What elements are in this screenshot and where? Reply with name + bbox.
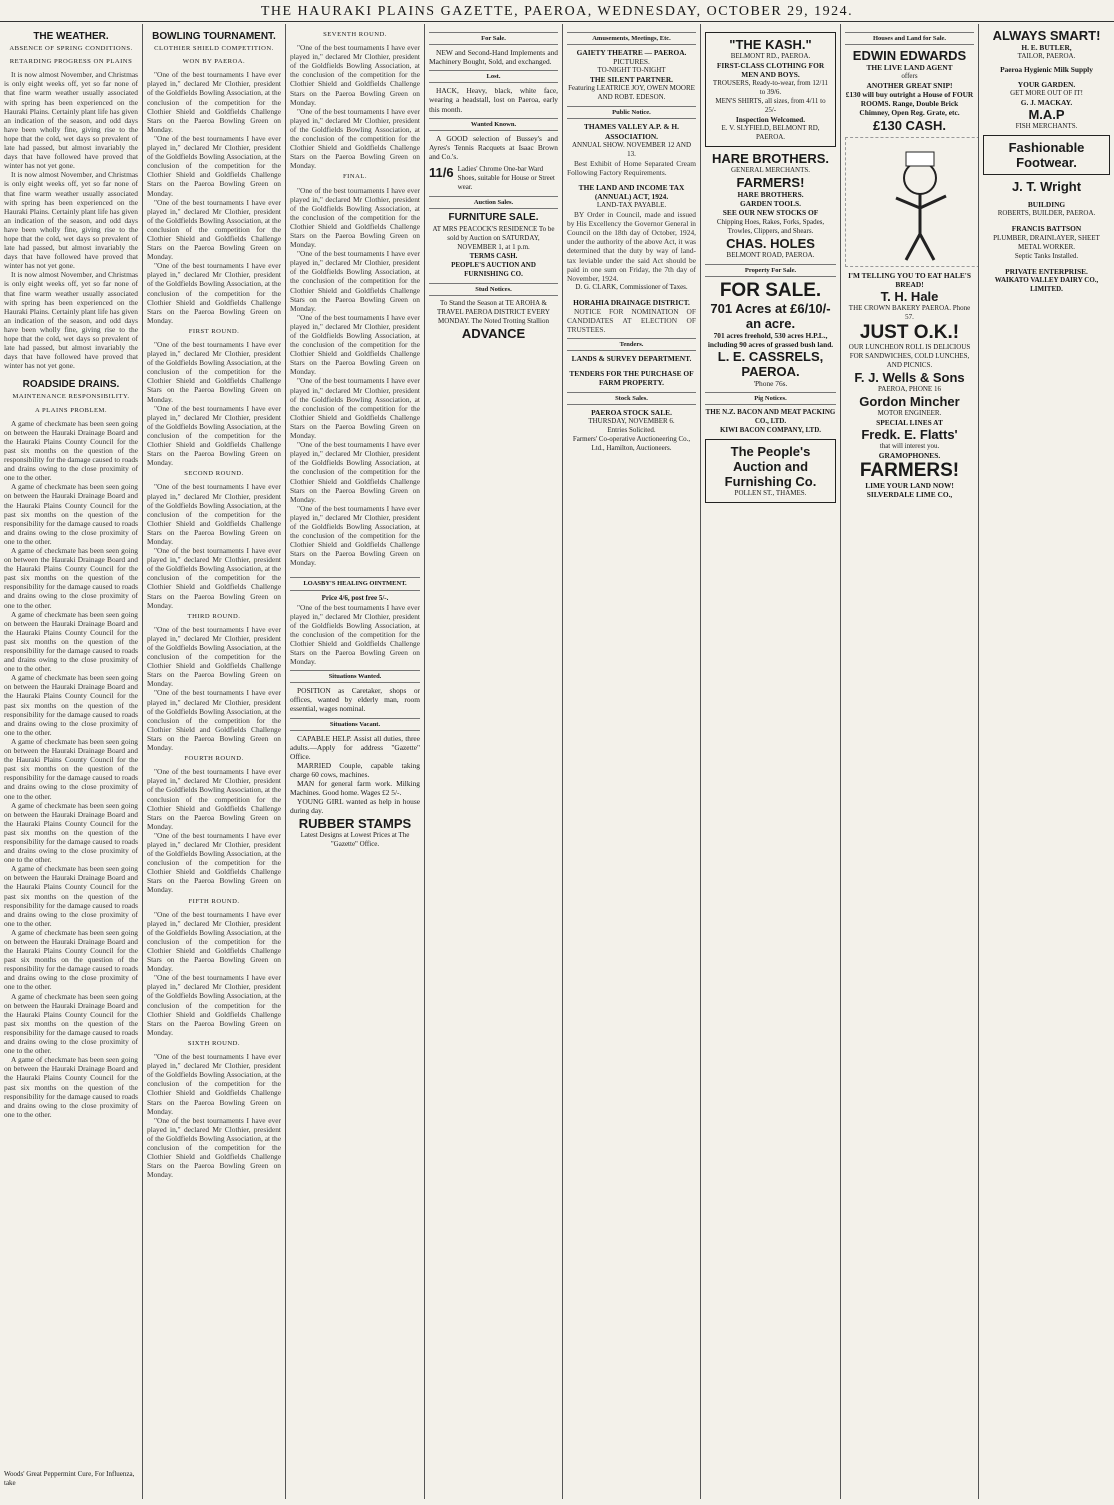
- masthead: THE HAURAKI PLAINS GAZETTE, PAEROA, WEDNESDAY, OCTOBER 29, 1924.: [0, 0, 1114, 22]
- hale-name: T. H. Hale: [880, 288, 939, 304]
- final-body: "One of the best tournaments I have ever played in," declared Mr Clothier, president of the Goldfields Bowling Association, at the conclusion of the competition for the Clothier Shield and Goldfields Challenge Stars on the Paeroa Bowling Green on Monday.: [290, 249, 420, 313]
- farmers-title: FARMERS!: [736, 175, 805, 191]
- stamps-sub: Latest Designs at Lowest Prices at The "Gazette" Office.: [300, 830, 410, 848]
- bowling-body-cont: "One of the best tournaments I have ever played in," declared Mr Clothier, president of the Goldfields Bowling Association, at the conclusion of the competition for the Clothier Shield and Goldfields Challenge Stars on the Paeroa Bowling Green on Monday.: [147, 261, 281, 325]
- kiwi: KIWI BACON COMPANY, LTD.: [719, 426, 822, 435]
- vacant-ad: YOUNG GIRL wanted as help in house during day.: [290, 797, 420, 816]
- drains-subtitle: MAINTENANCE RESPONSIBILITY.: [12, 393, 130, 401]
- battson: FRANCIS BATTSON: [1011, 224, 1082, 234]
- film: THE SILENT PARTNER.: [589, 75, 674, 85]
- round-heading: SECOND ROUND.: [184, 470, 244, 478]
- building: BUILDING: [1027, 200, 1066, 210]
- final-body: "One of the best tournaments I have ever played in," declared Mr Clothier, president of the Goldfields Bowling Association, at the conclusion of the competition for the Clothier Shield and Goldfields Challenge Stars on the Paeroa Bowling Green on Monday.: [290, 440, 420, 504]
- round-body: "One of the best tournaments I have ever played in," declared Mr Clothier, president of the Goldfields Bowling Association, at the conclusion of the competition for the Clothier Shield and Goldfields Challenge Stars on the Paeroa Bowling Green on Monday.: [147, 624, 281, 689]
- phone: 'Phone 76s.: [753, 378, 788, 388]
- round-heading: FIRST ROUND.: [188, 327, 240, 335]
- snip-body: £130 will buy outright a House of FOUR ROOMS. Range, Double Brick Chimney, Open Reg. Grate, etc.: [845, 90, 974, 118]
- drains-body-cont: A game of checkmate has been seen going on between the Hauraki Drainage Board and the Hauraki Plains County Council for the past six months on the question of the responsibility for the damage caused to roads and drains owing to the close proximity of one to the other.: [4, 927, 138, 992]
- round-body: "One of the best tournaments I have ever played in," declared Mr Clothier, president of the Goldfields Bowling Association, at the conclusion of the competition for the Clothier Shield and Goldfields Challenge Stars on the Paeroa Bowling Green on Monday.: [147, 830, 281, 895]
- gramophones: GRAMOPHONES.: [878, 450, 941, 460]
- tailor: TAILOR, PAEROA.: [1017, 52, 1076, 61]
- gordon-sub: MOTOR ENGINEER.: [877, 408, 942, 417]
- forsale-ad: NEW and Second-Hand Implements and Machinery Bought, Sold, and exchanged.: [429, 48, 558, 67]
- drains-body-cont: A game of checkmate has been seen going on between the Hauraki Drainage Board and the Hauraki Plains County Council for the past six months on the question of the responsibility for the damage caused to roads and drains owing to the close proximity of one to the other.: [4, 736, 138, 801]
- round-body: "One of the best tournaments I have ever played in," declared Mr Clothier, president of the Goldfields Bowling Association, at the conclusion of the competition for the Clothier Shield and Goldfields Challenge Stars on the Paeroa Bowling Green on Monday.: [147, 767, 281, 831]
- drains-body-cont: A game of checkmate has been seen going on between the Hauraki Drainage Board and the Hauraki Plains County Council for the past six months on the question of the responsibility for the damage caused to roads and drains owing to the close proximity of one to the other.: [4, 609, 138, 674]
- paeroa-stock: PAEROA STOCK SALE.: [591, 407, 672, 417]
- round-body: "One of the best tournaments I have ever played in," declared Mr Clothier, president of the Goldfields Bowling Association, at the conclusion of the competition for the Clothier Shield and Goldfields Challenge Stars on the Paeroa Bowling Green on Monday.: [290, 43, 420, 107]
- entries: Entries Solicited.: [607, 425, 656, 434]
- signed: D. G. CLARK, Commissioner of Taxes.: [575, 282, 688, 291]
- special: SPECIAL LINES AT: [876, 417, 943, 427]
- peoples-addr: POLLEN ST., THAMES.: [734, 489, 807, 498]
- column-2: [143, 24, 285, 1494]
- vacant-heading: Situations Vacant.: [290, 718, 420, 731]
- bowling-title: BOWLING TOURNAMENT.: [152, 31, 276, 42]
- horahia: HORAHIA DRAINAGE DISTRICT.: [573, 297, 690, 307]
- hare-2: HARE BROTHERS.: [737, 190, 804, 200]
- kash-line: FIRST-CLASS CLOTHING FOR MEN AND BOYS.: [716, 61, 825, 80]
- gordon: Gordon Mincher: [859, 393, 960, 409]
- drains-body-cont: A game of checkmate has been seen going on between the Hauraki Drainage Board and the Hauraki Plains County Council for the past six months on the question of the responsibility for the damage caused to roads and drains owing to the close proximity of one to the other.: [4, 545, 138, 610]
- price: £130 CASH.: [873, 117, 946, 133]
- peoples-name: The People's Auction and Furnishing Co.: [724, 444, 817, 490]
- map-sub: FISH MERCHANTS.: [1015, 122, 1078, 131]
- weather-body-cont: It is now almost November, and Christmas is only eight weeks off, yet so far none of that fine warm weather usually associated with spring has been experienced on the Hauraki Plains. Certainly plant life has given an indication of the season, and odd days have been wholly fine, giving rise to the hope that the cold, wet days so prevalent of late had passed, but almost invariably the days that have followed have proved that winter has not yet gone.: [4, 170, 138, 271]
- bowling-body: "One of the best tournaments I have ever played in," declared Mr Clothier, president of the Goldfields Bowling Association, at the conclusion of the competition for the Clothier Shield and Goldfields Challenge Stars on the Paeroa Bowling Green on Monday.: [147, 70, 281, 134]
- tonight: TO-NIGHT TO-NIGHT: [597, 66, 666, 75]
- trousers: TROUSERS, Ready-to-wear, from 12/11 to 39/6.: [712, 79, 829, 97]
- stock-heading: Stock Sales.: [567, 392, 696, 405]
- farmers-coop: Farmers' Co-operative Auctioneering Co., Ltd., Hamilton, Auctioneers.: [572, 434, 691, 452]
- ointment-title: LOASBY'S HEALING OINTMENT.: [290, 577, 420, 590]
- kash-ad: [705, 32, 836, 147]
- amusements-heading: Amusements, Meetings, Etc.: [567, 32, 696, 45]
- stamps-title: RUBBER STAMPS: [298, 815, 412, 831]
- furniture-body: AT MRS PEACOCK'S RESIDENCE To be sold by Auction on SATURDAY, NOVEMBER 1, at 1 p.m.: [432, 225, 555, 252]
- wanted-heading: Situations Wanted.: [290, 670, 420, 683]
- round-body: "One of the best tournaments I have ever played in," declared Mr Clothier, president of the Goldfields Bowling Association, at the conclusion of the competition for the Clothier Shield and Goldfields Challenge Stars on the Paeroa Bowling Green on Monday.: [147, 688, 281, 753]
- pig-heading: Pig Notices.: [705, 392, 836, 405]
- lunch: OUR LUNCHEON ROLL IS DELICIOUS FOR SANDWICHES, COLD LUNCHES, AND PICNICS.: [848, 342, 971, 369]
- round-body: "One of the best tournaments I have ever played in," declared Mr Clothier, president of the Goldfields Bowling Association, at the conclusion of the competition for the Clothier Shield and Goldfields Challenge Stars on the Paeroa Bowling Green on Monday.: [147, 1052, 281, 1116]
- ointment-body: "One of the best tournaments I have ever played in," declared Mr Clothier, president of the Goldfields Bowling Association, at the conclusion of the competition for the Clothier Shield and Goldfields Challenge Stars on the Paeroa Bowling Green on Monday.: [290, 602, 420, 667]
- live-agent: THE LIVE LAND AGENT: [866, 63, 953, 73]
- stud-body: To Stand the Season at TE AROHA & TRAVEL PAEROA DISTRICT EVERY MONDAY. The Noted Trotting Stallion: [437, 299, 550, 326]
- milk-supply: Paeroa Hygienic Milk Supply: [1000, 65, 1093, 75]
- round-body: "One of the best tournaments I have ever played in," declared Mr Clothier, president of the Goldfields Bowling Association, at the conclusion of the competition for the Clothier Shield and Goldfields Challenge Stars on the Paeroa Bowling Green on Monday.: [147, 546, 281, 610]
- drains-body-cont: A game of checkmate has been seen going on between the Hauraki Drainage Board and the Hauraki Plains County Council for the past six months on the question of the responsibility for the damage caused to roads and drains owing to the close proximity of one to the other.: [4, 800, 138, 865]
- hare-sub: GENERAL MERCHANTS.: [730, 166, 811, 175]
- land-tax-body: BY Order in Council, made and issued by His Excellency the Governor General in Council on the 18th day of October, 1924, under the authority of the above Act, it was determined that the duty by way of land-tax leviable under the said Act should be paid in one sum on Friday, the 7th day of November, 1924.: [567, 210, 696, 283]
- bowling-sub: CLOTHIER SHIELD COMPETITION.: [154, 45, 274, 53]
- just-ok: JUST O.K.!: [859, 321, 960, 343]
- round-body: "One of the best tournaments I have ever played in," declared Mr Clothier, president of the Goldfields Bowling Association, at the conclusion of the competition for the Clothier Shield and Goldfields Challenge Stars on the Paeroa Bowling Green on Monday.: [147, 1115, 281, 1180]
- holes-addr: BELMONT ROAD, PAEROA.: [726, 250, 815, 259]
- stock-date: THURSDAY, NOVEMBER 6.: [588, 416, 675, 425]
- advance-name: ADVANCE: [461, 326, 526, 342]
- round-heading: SEVENTH ROUND.: [323, 31, 387, 38]
- baker-illustration: [845, 137, 978, 267]
- shoes-price: 11/6: [429, 165, 454, 181]
- farmers-big: FARMERS!: [859, 459, 960, 481]
- lost-ad: HACK, Heavy, black, white face, wearing a headstall, lost on Paeroa, early this month.: [429, 86, 558, 114]
- always-smart: ALWAYS SMART!: [992, 28, 1101, 43]
- for-sale: FOR SALE.: [719, 279, 822, 301]
- column-7: [841, 24, 978, 1494]
- column-3: [286, 24, 424, 1494]
- garden-sub: GET MORE OUT OF IT!: [1010, 89, 1083, 98]
- thames-assoc: THAMES VALLEY A.P. & H. ASSOCIATION.: [583, 122, 680, 141]
- gaiety: GAIETY THEATRE — PAEROA.: [576, 48, 687, 58]
- lands: LANDS & SURVEY DEPARTMENT.: [571, 354, 692, 364]
- wells: F. J. Wells & Sons: [854, 369, 965, 385]
- edwards: EDWIN EDWARDS: [852, 48, 967, 64]
- pictures: PICTURES.: [613, 57, 650, 67]
- round-heading: THIRD ROUND.: [187, 612, 241, 620]
- lime: LIME YOUR LAND NOW!: [865, 480, 954, 490]
- mackay: G. J. MACKAY.: [1020, 98, 1073, 108]
- drains-body-cont: A game of checkmate has been seen going on between the Hauraki Drainage Board and the Hauraki Plains County Council for the past six months on the question of the responsibility for the damage caused to roads and drains owing to the close proximity of one to the other.: [4, 673, 138, 737]
- round-heading: SIXTH ROUND.: [187, 1039, 241, 1047]
- septic: Septic Tanks Installed.: [1014, 251, 1079, 260]
- final-body: "One of the best tournaments I have ever played in," declared Mr Clothier, president of the Goldfields Bowling Association, at the conclusion of the competition for the Clothier Shield and Goldfields Challenge Stars on the Paeroa Bowling Green on Monday.: [290, 185, 420, 250]
- hare-title: HARE BROTHERS.: [711, 151, 829, 167]
- see-stocks: SEE OUR NEW STOCKS OF: [722, 208, 819, 218]
- column-5: [563, 24, 700, 1494]
- show: ANNUAL SHOW. NOVEMBER 12 AND 13.: [571, 140, 692, 158]
- slyfield: E. V. SLYFIELD, BELMONT RD, PAEROA.: [721, 124, 820, 142]
- column-1: [0, 24, 142, 1494]
- final-body: "One of the best tournaments I have ever played in," declared Mr Clothier, president of the Goldfields Bowling Association, at the conclusion of the competition for the Clothier Shield and Goldfields Challenge Stars on the Paeroa Bowling Green on Monday.: [290, 312, 420, 377]
- acres: 701 Acres at £6/10/- an acre.: [710, 300, 831, 331]
- round-body: "One of the best tournaments I have ever played in," declared Mr Clothier, president of the Goldfields Bowling Association, at the conclusion of the competition for the Clothier Shield and Goldfields Challenge Stars on the Paeroa Bowling Green on Monday.: [147, 340, 281, 404]
- your-garden: YOUR GARDEN.: [1017, 80, 1076, 90]
- shoes-body: Ladies' Chrome One-bar Ward Shoes, suitable for House or Street wear.: [457, 165, 555, 192]
- peoples-ad: [705, 439, 836, 503]
- vacant-ad: MAN for general farm work. Milking Machines. Good home. Wages £2 5/-.: [290, 779, 420, 798]
- drains-body-cont: A game of checkmate has been seen going on between the Hauraki Drainage Board and the Hauraki Plains County Council for the past six months on the question of the responsibility for the damage caused to roads and drains owing to the close proximity of one to the other.: [4, 482, 138, 546]
- waikato: WAIKATO VALLEY DAIRY CO., LIMITED.: [994, 275, 1099, 293]
- wanted-known-ad: A GOOD selection of Bussey's and Ayres's Tennis Racquets at Isaac Brown and Co.'s.: [429, 133, 558, 161]
- private: PRIVATE ENTERPRISE.: [1005, 266, 1088, 276]
- weather-body-cont: It is now almost November, and Christmas is only eight weeks off, yet so far none of that fine warm weather usually associated with spring has been experienced on the Hauraki Plains. Certainly plant life has given an indication of the season, and odd days have been wholly fine, giving rise to the hope that the cold, wet days so prevalent of late had passed, but almost invariably the days that have followed have proved that winter has not yet gone.: [4, 270, 138, 371]
- kash-name: "THE KASH.": [729, 37, 812, 52]
- footer-ad: Woods' Great Peppermint Cure, For Influenza, take: [4, 1470, 135, 1487]
- kash-addr: BELMONT RD., PAEROA.: [730, 52, 811, 60]
- public-heading: Public Notice.: [567, 106, 696, 119]
- stud-heading: Stud Notices.: [429, 283, 558, 296]
- tenders-2: TENDERS FOR THE PURCHASE OF FARM PROPERTY.: [569, 369, 694, 388]
- holes-name: CHAS. HOLES: [726, 235, 815, 251]
- drains-body-cont: A game of checkmate has been seen going on between the Hauraki Drainage Board and the Hauraki Plains County Council for the past six months on the question of the responsibility for the damage caused to roads and drains owing to the close proximity of one to the other.: [4, 864, 138, 928]
- roberts: ROBERTS, BUILDER, PAEROA.: [997, 209, 1096, 218]
- shoes-ad: [429, 165, 558, 192]
- round-body: "One of the best tournaments I have ever played in," declared Mr Clothier, president of the Goldfields Bowling Association, at the conclusion of the competition for the Clothier Shield and Goldfields Challenge Stars on the Paeroa Bowling Green on Monday.: [147, 403, 281, 468]
- round-body: "One of the best tournaments I have ever played in," declared Mr Clothier, president of the Goldfields Bowling Association, at the conclusion of the competition for the Clothier Shield and Goldfields Challenge Stars on the Paeroa Bowling Green on Monday.: [147, 482, 281, 546]
- vacant-ad: CAPABLE HELP. Assist all duties, three adults.—Apply for address "Gazette" Office.: [290, 733, 420, 761]
- drains-body-cont: A game of checkmate has been seen going on between the Hauraki Drainage Board and the Hauraki Plains County Council for the past six months on the question of the responsibility for the damage caused to roads and drains owing to the close proximity of one to the other.: [4, 991, 138, 1056]
- peoples-co: PEOPLE'S AUCTION AND FURNISHING CO.: [451, 261, 536, 279]
- tenders-heading: Tenders.: [567, 338, 696, 351]
- lost-heading: Lost.: [429, 70, 558, 83]
- round-body: "One of the best tournaments I have ever played in," declared Mr Clothier, president of the Goldfields Bowling Association, at the conclusion of the competition for the Clothier Shield and Goldfields Challenge Stars on the Paeroa Bowling Green on Monday.: [147, 973, 281, 1037]
- drains-subtitle-2: A PLAINS PROBLEM.: [34, 406, 108, 414]
- round-body: "One of the best tournaments I have ever played in," declared Mr Clothier, president of the Goldfields Bowling Association, at the conclusion of the competition for the Clothier Shield and Goldfields Challenge Stars on the Paeroa Bowling Green on Monday.: [290, 106, 420, 171]
- bakery: THE CROWN BAKERY PAEROA. Phone 57.: [848, 303, 971, 321]
- houses-heading: Houses and Land for Sale.: [845, 32, 974, 45]
- show-body: Best Exhibit of Home Separated Cream Following Factory Requirements.: [567, 158, 696, 177]
- battson-sub: PLUMBER, DRAINLAYER, SHEET METAL WORKER.: [993, 233, 1100, 251]
- cassrels: L. E. CASSRELS, PAEROA.: [717, 348, 824, 379]
- bowling-body-cont: "One of the best tournaments I have ever played in," declared Mr Clothier, president of the Goldfields Bowling Association, at the conclusion of the competition for the Clothier Shield and Goldfields Challenge Stars on the Paeroa Bowling Green on Monday.: [147, 197, 281, 262]
- bowling-sub-2: WON BY PAEROA.: [182, 58, 246, 66]
- round-heading: FOURTH ROUND.: [184, 755, 244, 763]
- silverdale: SILVERDALE LIME CO.,: [866, 490, 953, 500]
- weather-title: THE WEATHER.: [33, 31, 109, 42]
- final-body: "One of the best tournaments I have ever played in," declared Mr Clothier, president of the Goldfields Bowling Association, at the conclusion of the competition for the Clothier Shield and Goldfields Challenge Stars on the Paeroa Bowling Green on Monday.: [290, 503, 420, 568]
- featuring: Featuring LEATRICE JOY, OWEN MOORE AND ROBT. EDESON.: [568, 84, 695, 102]
- tools-list: Chipping Hoes, Rakes, Forks, Spades, Trowles, Clippers, and Shears.: [716, 217, 825, 235]
- footwear-ad: [983, 135, 1110, 175]
- shirts: MEN'S SHIRTS, all sizes, from 4/11 to 25/-: [715, 97, 826, 115]
- butler: H. E. BUTLER,: [1021, 43, 1072, 52]
- terms: TERMS CASH.: [469, 252, 518, 261]
- drains-body-cont: A game of checkmate has been seen going on between the Hauraki Drainage Board and the Hauraki Plains County Council for the past six months on the question of the responsibility for the damage caused to roads and drains owing to the close proximity of one to the other.: [4, 1055, 138, 1119]
- auction-heading: Auction Sales.: [429, 196, 558, 209]
- drains-body: A game of checkmate has been seen going on between the Hauraki Drainage Board and the Hauraki Plains County Council for the past six months on the question of the responsibility for the damage caused to roads and drains owing to the close proximity of one to the other.: [4, 418, 138, 483]
- forsale-heading: For Sale.: [429, 32, 558, 45]
- horahia-body: NOTICE FOR NOMINATION OF CANDIDATES AT ELECTION OF TRUSTEES.: [567, 306, 696, 335]
- offers: offers: [901, 72, 918, 81]
- final-body: "One of the best tournaments I have ever played in," declared Mr Clothier, president of the Goldfields Bowling Association, at the conclusion of the competition for the Clothier Shield and Goldfields Challenge Stars on the Paeroa Bowling Green on Monday.: [290, 376, 420, 441]
- weather-subtitle: ABSENCE OF SPRING CONDITIONS.: [9, 45, 133, 53]
- garden-tools: GARDEN TOOLS.: [740, 199, 801, 209]
- vacant-ad: MARRIED Couple, capable taking charge 60 cows, machines.: [290, 760, 420, 780]
- column-6: [701, 24, 840, 1494]
- column-8: [979, 24, 1114, 1494]
- footwear-title: Fashionable Footwear.: [1008, 140, 1085, 171]
- hale-slogan: I'M TELLING YOU TO EAT HALE'S BREAD!: [848, 270, 971, 289]
- bowling-body-cont: "One of the best tournaments I have ever played in," declared Mr Clothier, president of the Goldfields Bowling Association, at the conclusion of the competition for the Clothier Shield and Goldfields Challenge Stars on the Paeroa Bowling Green on Monday.: [147, 133, 281, 198]
- round-heading: FIFTH ROUND.: [188, 897, 240, 905]
- snip: ANOTHER GREAT SNIP!: [866, 81, 953, 91]
- land-tax-sub: LAND-TAX PAYABLE.: [596, 201, 667, 210]
- final-heading: FINAL.: [342, 173, 368, 181]
- weather-body: It is now almost November, and Christmas is only eight weeks off, yet so far none of that fine warm weather usually associated with spring has been experienced on the Hauraki Plains. Certainly plant life has given an indication of the season, and odd days have been wholly fine, giving rise to the hope that the cold, wet days so prevalent of late had passed, but almost invariably the days that have followed have proved that winter has not yet gone.: [4, 70, 138, 171]
- furniture-title: FURNITURE SALE.: [448, 212, 539, 224]
- acres-body: 701 acres freehold, 530 acres H.P.L., including 90 acres of grassed bush land.: [707, 330, 834, 349]
- flatts: Fredk. E. Flatts': [861, 426, 958, 442]
- column-4: [425, 24, 562, 1494]
- wright: J. T. Wright: [1011, 179, 1082, 195]
- ointment-price: Price 4/6, post free 5/-.: [321, 593, 389, 602]
- wanted-known-heading: Wanted Known.: [429, 118, 558, 131]
- baker-icon: [846, 138, 978, 266]
- bacon: THE N.Z. BACON AND MEAT PACKING CO., LTD.: [705, 408, 836, 426]
- round-body: "One of the best tournaments I have ever played in," declared Mr Clothier, president of the Goldfields Bowling Association, at the conclusion of the competition for the Clothier Shield and Goldfields Challenge Stars on the Paeroa Bowling Green on Monday.: [147, 909, 281, 974]
- weather-subtitle-2: RETARDING PROGRESS ON PLAINS: [9, 58, 133, 66]
- land-tax: THE LAND AND INCOME TAX (ANNUAL) ACT, 1924.: [578, 182, 685, 201]
- flatts-sub: that will interest you.: [879, 441, 940, 450]
- drains-title: ROADSIDE DRAINS.: [22, 379, 120, 391]
- inspection: Inspection Welcomed.: [735, 115, 806, 125]
- wells-addr: PAEROA, PHONE 16: [878, 384, 941, 393]
- map: M.A.P: [1028, 107, 1065, 123]
- property-heading: Property For Sale.: [705, 264, 836, 277]
- wanted-ad: POSITION as Caretaker, shops or offices, wanted by elderly man, room essential, wages nominal.: [290, 686, 420, 714]
